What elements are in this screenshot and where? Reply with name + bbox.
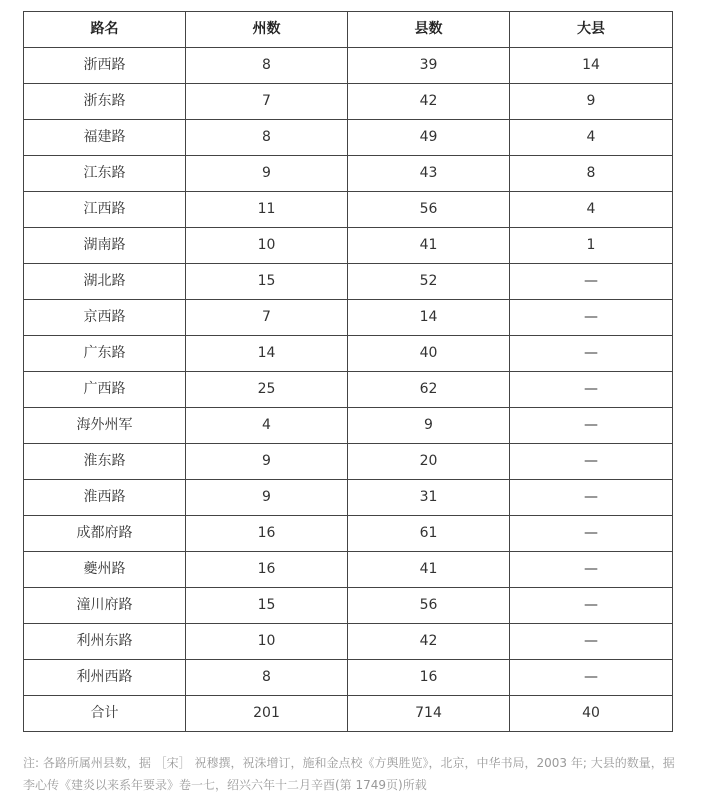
table-row <box>24 48 673 84</box>
cell-prefecture-count: 9 <box>186 444 348 480</box>
cell-prefecture-count: 15 <box>186 264 348 300</box>
total-label: 合计 <box>24 696 186 732</box>
cell-county-count: 41 <box>348 552 510 588</box>
cell-route-name: 潼川府路 <box>24 588 186 624</box>
cell-route-name: 广西路 <box>24 372 186 408</box>
cell-route-name: 海外州军 <box>24 408 186 444</box>
cell-county-count: 40 <box>348 336 510 372</box>
table-container <box>23 11 672 732</box>
cell-large-county: 4 <box>510 120 673 156</box>
cell-large-county: — <box>510 336 673 372</box>
total-large-county: 40 <box>510 696 673 732</box>
table-row <box>24 408 673 444</box>
cell-prefecture-count: 8 <box>186 120 348 156</box>
cell-large-county: 9 <box>510 84 673 120</box>
cell-route-name: 淮西路 <box>24 480 186 516</box>
table-row <box>24 228 673 264</box>
table-row <box>24 120 673 156</box>
cell-county-count: 43 <box>348 156 510 192</box>
cell-route-name: 京西路 <box>24 300 186 336</box>
cell-large-county: — <box>510 516 673 552</box>
cell-prefecture-count: 10 <box>186 624 348 660</box>
cell-county-count: 62 <box>348 372 510 408</box>
cell-route-name: 利州东路 <box>24 624 186 660</box>
cell-route-name: 浙西路 <box>24 48 186 84</box>
cell-county-count: 16 <box>348 660 510 696</box>
cell-county-count: 39 <box>348 48 510 84</box>
table-row <box>24 84 673 120</box>
cell-county-count: 9 <box>348 408 510 444</box>
header-large-county: 大县 <box>510 12 673 48</box>
cell-large-county: 8 <box>510 156 673 192</box>
cell-route-name: 浙东路 <box>24 84 186 120</box>
cell-route-name: 江西路 <box>24 192 186 228</box>
table-row <box>24 588 673 624</box>
cell-county-count: 20 <box>348 444 510 480</box>
table-row <box>24 624 673 660</box>
cell-route-name: 淮东路 <box>24 444 186 480</box>
cell-county-count: 41 <box>348 228 510 264</box>
cell-large-county: — <box>510 660 673 696</box>
cell-county-count: 14 <box>348 300 510 336</box>
cell-prefecture-count: 7 <box>186 84 348 120</box>
cell-large-county: — <box>510 372 673 408</box>
cell-prefecture-count: 16 <box>186 552 348 588</box>
table-row <box>24 516 673 552</box>
cell-county-count: 42 <box>348 624 510 660</box>
table-body <box>24 48 673 696</box>
total-county-count: 714 <box>348 696 510 732</box>
cell-route-name: 利州西路 <box>24 660 186 696</box>
table-row <box>24 444 673 480</box>
cell-prefecture-count: 8 <box>186 48 348 84</box>
header-prefecture-count: 州数 <box>186 12 348 48</box>
cell-large-county: — <box>510 624 673 660</box>
cell-large-county: — <box>510 552 673 588</box>
cell-county-count: 56 <box>348 192 510 228</box>
cell-county-count: 31 <box>348 480 510 516</box>
cell-county-count: 61 <box>348 516 510 552</box>
data-table <box>23 11 673 732</box>
table-row <box>24 660 673 696</box>
source-note: 注: 各路所属州县数，据 ［宋］ 祝穆撰，祝洙增订，施和金点校《方舆胜览》，北京，中华书局，2003 年; 大县的数量，据李心传《建炎以来系年要录》卷一七，绍兴六年十二月辛酉(第 1749页)所载 <box>23 756 675 792</box>
cell-prefecture-count: 8 <box>186 660 348 696</box>
cell-large-county: — <box>510 588 673 624</box>
cell-county-count: 56 <box>348 588 510 624</box>
header-county-count: 县数 <box>348 12 510 48</box>
cell-large-county: — <box>510 264 673 300</box>
cell-prefecture-count: 4 <box>186 408 348 444</box>
table-row <box>24 372 673 408</box>
cell-prefecture-count: 14 <box>186 336 348 372</box>
cell-prefecture-count: 11 <box>186 192 348 228</box>
cell-county-count: 42 <box>348 84 510 120</box>
cell-large-county: — <box>510 444 673 480</box>
cell-prefecture-count: 9 <box>186 156 348 192</box>
cell-route-name: 广东路 <box>24 336 186 372</box>
header-route-name: 路名 <box>24 12 186 48</box>
cell-large-county: 4 <box>510 192 673 228</box>
cell-prefecture-count: 10 <box>186 228 348 264</box>
cell-prefecture-count: 7 <box>186 300 348 336</box>
table-total-row <box>24 696 673 732</box>
cell-route-name: 湖南路 <box>24 228 186 264</box>
cell-route-name: 湖北路 <box>24 264 186 300</box>
table-header-row <box>24 12 673 48</box>
table-row <box>24 480 673 516</box>
cell-large-county: — <box>510 300 673 336</box>
cell-prefecture-count: 15 <box>186 588 348 624</box>
cell-large-county: 14 <box>510 48 673 84</box>
table-row <box>24 336 673 372</box>
table-row <box>24 300 673 336</box>
cell-prefecture-count: 25 <box>186 372 348 408</box>
cell-large-county: — <box>510 480 673 516</box>
cell-route-name: 成都府路 <box>24 516 186 552</box>
cell-county-count: 52 <box>348 264 510 300</box>
table-row <box>24 156 673 192</box>
cell-prefecture-count: 9 <box>186 480 348 516</box>
table-row <box>24 192 673 228</box>
cell-county-count: 49 <box>348 120 510 156</box>
total-prefecture-count: 201 <box>186 696 348 732</box>
cell-route-name: 江东路 <box>24 156 186 192</box>
cell-prefecture-count: 16 <box>186 516 348 552</box>
cell-route-name: 福建路 <box>24 120 186 156</box>
table-row <box>24 264 673 300</box>
cell-large-county: 1 <box>510 228 673 264</box>
cell-large-county: — <box>510 408 673 444</box>
cell-route-name: 夔州路 <box>24 552 186 588</box>
table-row <box>24 552 673 588</box>
